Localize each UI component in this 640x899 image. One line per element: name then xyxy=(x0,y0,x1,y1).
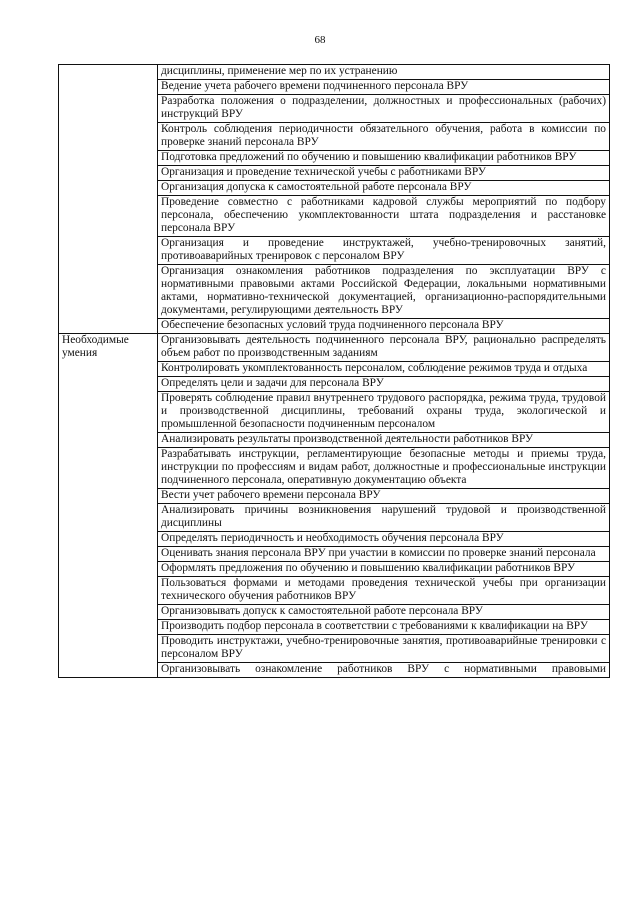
table-cell: Проведение совместно с работниками кадровой службы мероприятий по подбору персонала, обеспечению укомплектованности штата подразделения и расстановке персонала ВРУ xyxy=(158,196,610,237)
requirements-table-body xyxy=(59,65,610,678)
table-cell: Производить подбор персонала в соответствии с требованиями к квалификации на ВРУ xyxy=(158,620,610,635)
table-cell: Анализировать результаты производственной деятельности работников ВРУ xyxy=(158,433,610,448)
section-label: Необходимые умения xyxy=(59,334,158,678)
table-cell: Ведение учета рабочего времени подчиненного персонала ВРУ xyxy=(158,80,610,95)
table-cell: Оформлять предложения по обучению и повышению квалификации работников ВРУ xyxy=(158,562,610,577)
table-row xyxy=(59,65,610,80)
table-cell: Разрабатывать инструкции, регламентирующие безопасные методы и приемы труда, инструкции по профессиям и видам работ, должностные и профессиональные инструкции подчиненного персонала, оперативную документацию объекта xyxy=(158,448,610,489)
table-cell: Организовывать деятельность подчиненного персонала ВРУ, рационально распределять объем работ по производственным заданиям xyxy=(158,334,610,362)
table-row xyxy=(59,334,610,362)
table-cell: Определять периодичность и необходимость обучения персонала ВРУ xyxy=(158,532,610,547)
table-cell: Организовывать ознакомление работников ВРУ с нормативными правовыми xyxy=(158,663,610,678)
table-cell: Проверять соблюдение правил внутреннего трудового распорядка, режима труда, трудовой и производственной дисциплины, требований охраны труда, экологической и промышленной безопасности подчиненным персоналом xyxy=(158,392,610,433)
table-cell: Разработка положения о подразделении, должностных и профессиональных (рабочих) инструкций ВРУ xyxy=(158,95,610,123)
table-cell: Организация и проведение инструктажей, учебно-тренировочных занятий, противоаварийных тренировок с персоналом ВРУ xyxy=(158,237,610,265)
page-number: 68 xyxy=(314,34,326,46)
section-label xyxy=(59,65,158,334)
table-cell: Оценивать знания персонала ВРУ при участии в комиссии по проверке знаний персонала xyxy=(158,547,610,562)
requirements-table xyxy=(58,64,610,678)
table-cell: Организация допуска к самостоятельной работе персонала ВРУ xyxy=(158,181,610,196)
table-cell: Определять цели и задачи для персонала ВРУ xyxy=(158,377,610,392)
table-cell: Вести учет рабочего времени персонала ВРУ xyxy=(158,489,610,504)
table-cell: Подготовка предложений по обучению и повышению квалификации работников ВРУ xyxy=(158,151,610,166)
table-cell: Обеспечение безопасных условий труда подчиненного персонала ВРУ xyxy=(158,319,610,334)
table-cell: Проводить инструктажи, учебно-тренировочные занятия, противоаварийные тренировки с персоналом ВРУ xyxy=(158,635,610,663)
table-cell: Контролировать укомплектованность персоналом, соблюдение режимов труда и отдыха xyxy=(158,362,610,377)
table-cell: Организовывать допуск к самостоятельной работе персонала ВРУ xyxy=(158,605,610,620)
table-cell: Контроль соблюдения периодичности обязательного обучения, работа в комиссии по проверке знаний персонала ВРУ xyxy=(158,123,610,151)
table-cell: Анализировать причины возникновения нарушений трудовой и производственной дисциплины xyxy=(158,504,610,532)
table-cell: Организация ознакомления работников подразделения по эксплуатации ВРУ с нормативными правовыми актами Российской Федерации, локальными нормативными актами, нормативно-технической документацией, организационно-распорядительными документами, регулирующими деятельность ВРУ xyxy=(158,265,610,319)
table-cell: дисциплины, применение мер по их устранению xyxy=(158,65,610,80)
table-cell: Пользоваться формами и методами проведения технической учебы при организации технического обучения работников ВРУ xyxy=(158,577,610,605)
table-cell: Организация и проведение технической учебы с работниками ВРУ xyxy=(158,166,610,181)
